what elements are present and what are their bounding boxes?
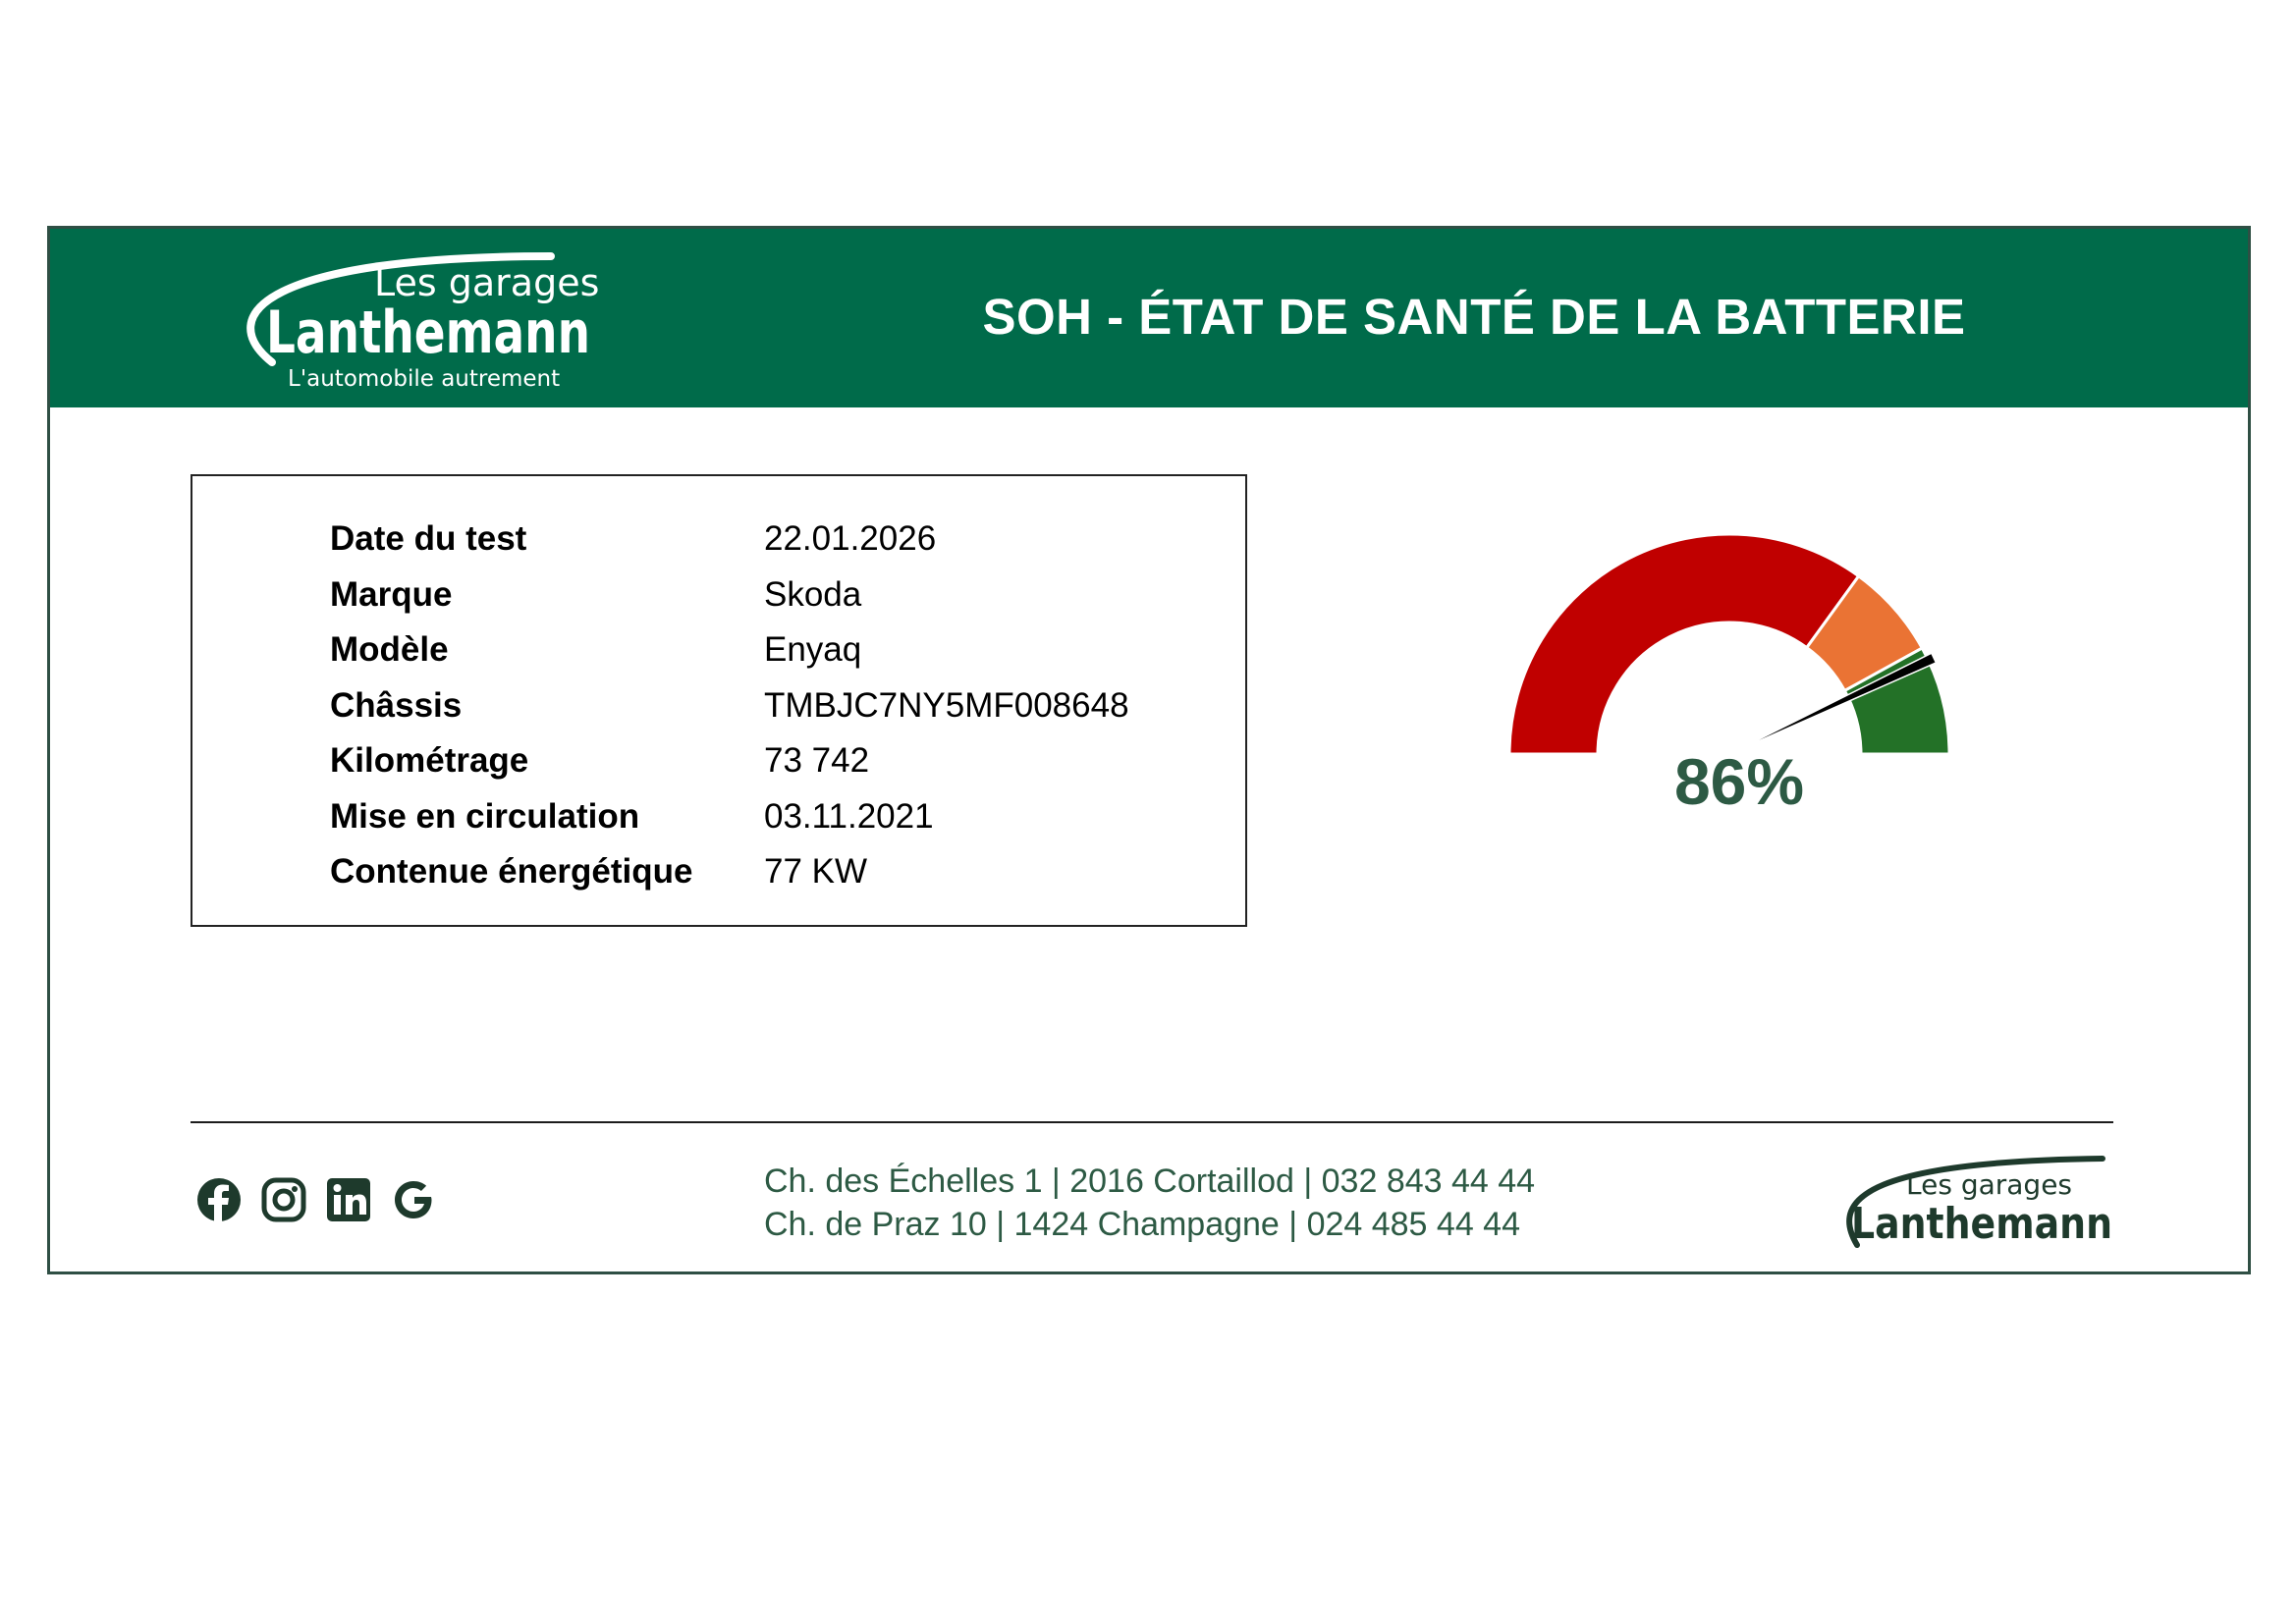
logo-line2: Lanthemann [266, 298, 590, 367]
soh-gauge [1454, 474, 2004, 788]
footer-logo [1837, 1147, 2132, 1265]
info-value: 73 742 [764, 741, 870, 780]
info-value: 03.11.2021 [764, 797, 934, 836]
info-row [192, 630, 1245, 685]
info-value: Skoda [764, 575, 862, 614]
gauge-zone-red [1509, 534, 1859, 754]
info-label: Marque [330, 575, 453, 614]
facebook-icon[interactable] [195, 1176, 243, 1223]
footer-divider [191, 1121, 2113, 1123]
logo-line1: Les garages [374, 261, 600, 304]
info-label: Châssis [330, 686, 463, 725]
info-value: 77 KW [764, 852, 868, 891]
instagram-icon[interactable] [260, 1176, 307, 1223]
lanthemann-logo [227, 237, 620, 400]
info-row [192, 519, 1245, 574]
info-label: Contenue énergétique [330, 852, 693, 891]
social-links [195, 1176, 437, 1235]
linkedin-icon[interactable] [325, 1176, 372, 1223]
info-row [192, 852, 1245, 907]
info-row [192, 797, 1245, 852]
address-block [764, 1160, 1535, 1246]
info-label: Date du test [330, 519, 527, 558]
info-row [192, 741, 1245, 796]
info-label: Modèle [330, 630, 449, 669]
info-label: Kilométrage [330, 741, 529, 780]
address-champagne: Ch. de Praz 10 | 1424 Champagne | 024 485 44 44 [764, 1206, 1520, 1243]
page-title: SOH - ÉTAT DE SANTÉ DE LA BATTERIE [982, 289, 1966, 345]
address-cortaillod: Ch. des Échelles 1 | 2016 Cortaillod | 032 843 44 44 [764, 1163, 1536, 1200]
info-label: Mise en circulation [330, 797, 640, 836]
footer-logo-line2: Lanthemann [1851, 1199, 2112, 1249]
soh-report-card [47, 226, 2251, 1274]
logo-tagline: L'automobile autrement [288, 366, 561, 392]
info-value: TMBJC7NY5MF008648 [764, 686, 1129, 725]
info-row [192, 686, 1245, 741]
vehicle-info-table [191, 474, 1247, 927]
header-banner [50, 229, 2248, 407]
soh-percent-label: 86% [1673, 745, 1805, 818]
footer-logo-line1: Les garages [1906, 1168, 2073, 1201]
google-icon[interactable] [390, 1176, 437, 1223]
info-value: Enyaq [764, 630, 862, 669]
info-row [192, 575, 1245, 630]
info-value: 22.01.2026 [764, 519, 937, 558]
